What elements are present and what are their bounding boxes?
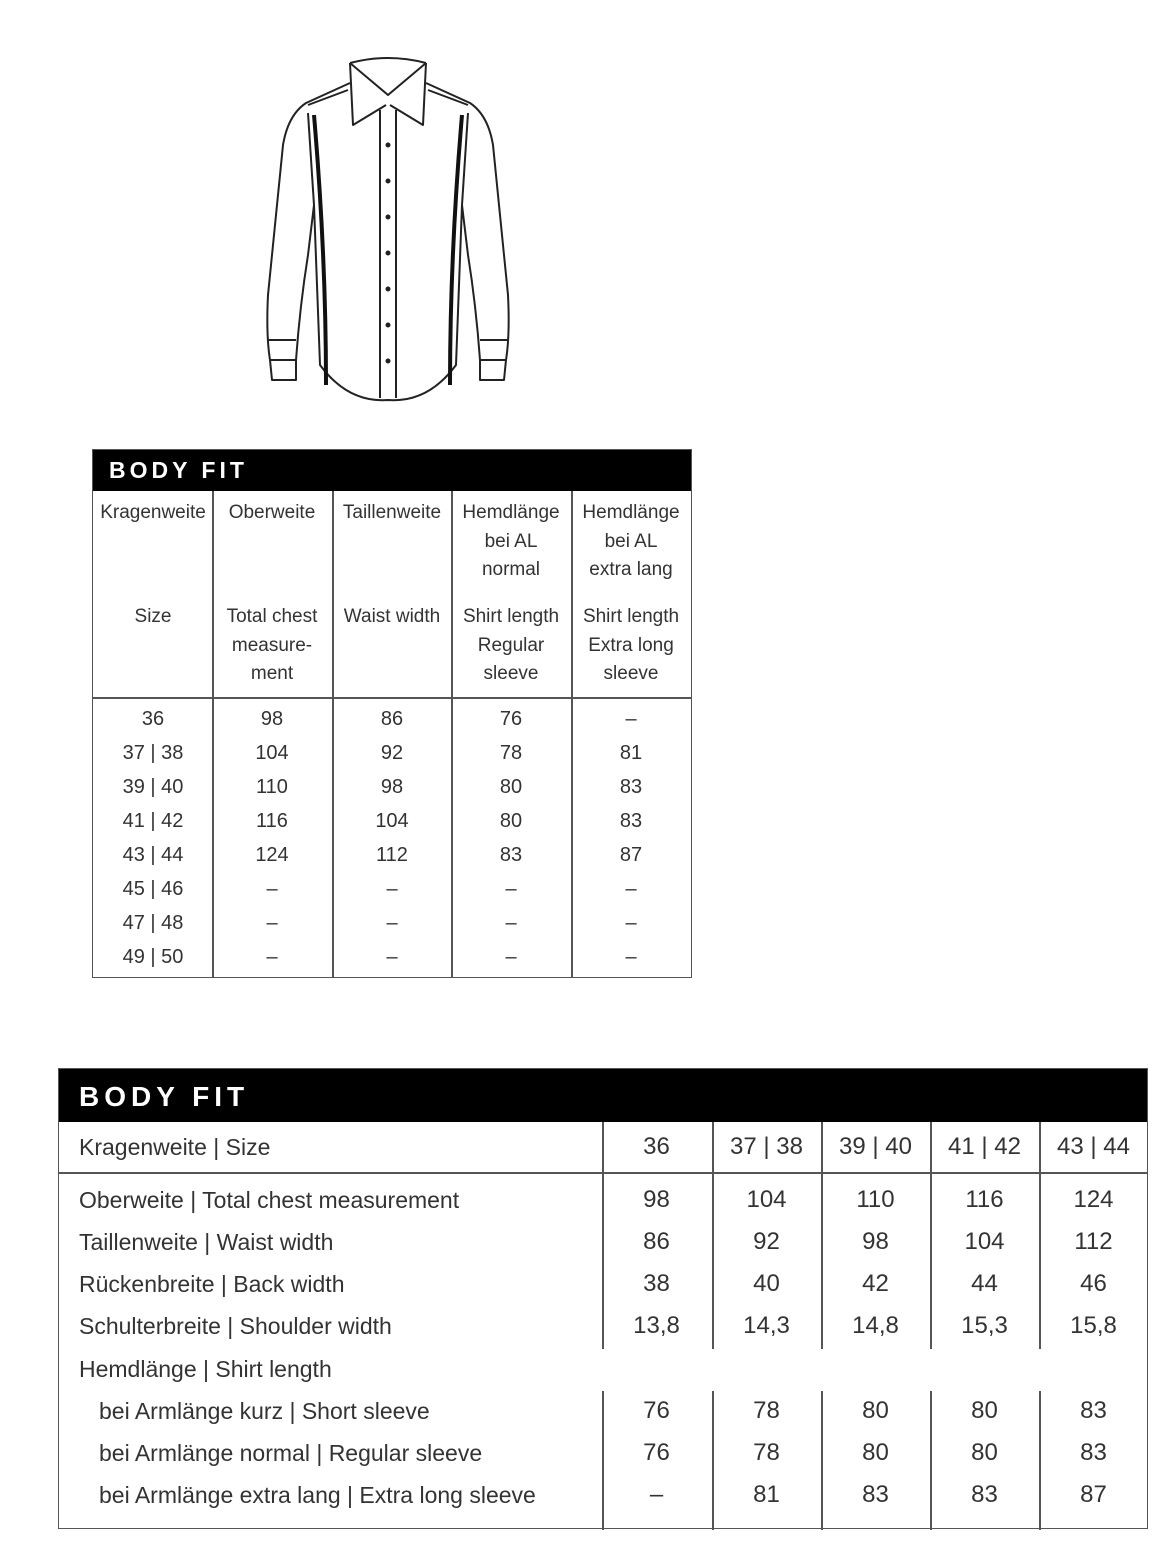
measurement-value: 116	[965, 1186, 1004, 1213]
measurement-value: 110	[856, 1186, 895, 1213]
value-cell: 81	[619, 742, 643, 764]
shirt-length-value: 83	[1080, 1397, 1107, 1424]
size-cell: 37 | 38	[122, 742, 184, 764]
shirt-length-value: 83	[862, 1481, 889, 1508]
measurement-value: 42	[862, 1270, 889, 1297]
body-fit-table-horizontal	[58, 1068, 1148, 1529]
measurement-value: 104	[964, 1228, 1005, 1255]
size-header-cell: 41 | 42	[948, 1133, 1021, 1160]
value-cell: –	[625, 708, 637, 730]
value-cell: –	[386, 878, 398, 900]
value-cell: 83	[619, 810, 643, 832]
shirt-length-value: 83	[971, 1481, 998, 1508]
shirt-length-value: 78	[753, 1439, 780, 1466]
measurement-value: 14,8	[852, 1312, 899, 1339]
measurement-value: 15,8	[1070, 1312, 1117, 1339]
measurement-value: 38	[643, 1270, 670, 1297]
value-cell: –	[266, 912, 278, 934]
value-cell: 98	[380, 776, 404, 798]
size-header-cell: 43 | 44	[1057, 1133, 1130, 1160]
value-cell: –	[625, 946, 637, 968]
value-cell: 83	[499, 844, 523, 866]
table1-header-en: Shirt length Extra long sleeve	[582, 606, 680, 684]
value-cell: –	[505, 878, 517, 900]
value-cell: –	[505, 912, 517, 934]
table1-header-en: Total chest measure- ment	[226, 606, 318, 684]
shirt-length-value: 78	[753, 1397, 780, 1424]
measurement-value: 98	[643, 1186, 670, 1213]
measurement-label: Taillenweite | Waist width	[79, 1229, 334, 1255]
size-row-label: Kragenweite | Size	[79, 1134, 271, 1160]
value-cell: –	[266, 946, 278, 968]
measurement-value: 40	[753, 1270, 780, 1297]
measurement-value: 13,8	[633, 1312, 680, 1339]
measurement-value: 44	[971, 1270, 998, 1297]
table1-header-de: Kragenweite	[100, 502, 206, 523]
value-cell: 80	[499, 776, 523, 798]
value-cell: 76	[499, 708, 523, 730]
shirt-length-value: 76	[643, 1439, 670, 1466]
shirt-length-value: 81	[753, 1481, 780, 1508]
table1-header-en: Waist width	[343, 606, 441, 627]
value-cell: –	[386, 946, 398, 968]
measurement-value: 15,3	[961, 1312, 1008, 1339]
size-header-cell: 36	[643, 1133, 670, 1160]
measurement-value: 14,3	[743, 1312, 790, 1339]
size-cell: 41 | 42	[122, 810, 184, 832]
sleeve-length-label: bei Armlänge extra lang | Extra long sleeve	[99, 1482, 536, 1508]
shirt-length-value: 83	[1080, 1439, 1107, 1466]
table1-header-de: Hemdlänge bei AL extra lang	[582, 502, 680, 580]
size-header-cell: 39 | 40	[839, 1133, 912, 1160]
measurement-label: Rückenbreite | Back width	[79, 1271, 345, 1297]
size-header-cell: 37 | 38	[730, 1133, 803, 1160]
sleeve-length-label: bei Armlänge normal | Regular sleeve	[99, 1440, 483, 1466]
size-cell: 49 | 50	[122, 946, 184, 968]
size-cell: 43 | 44	[122, 844, 184, 866]
body-fit-table-vertical	[92, 449, 692, 978]
table1-header-en: Shirt length Regular sleeve	[462, 606, 560, 684]
measurement-label: Schulterbreite | Shoulder width	[79, 1313, 392, 1339]
shirt-illustration	[248, 55, 533, 410]
shirt-length-value: 80	[971, 1397, 998, 1424]
value-cell: –	[625, 878, 637, 900]
value-cell: 104	[375, 810, 409, 832]
value-cell: –	[625, 912, 637, 934]
size-cell: 36	[141, 708, 165, 730]
shirt-length-value: 87	[1080, 1481, 1107, 1508]
measurement-value: 98	[862, 1228, 889, 1255]
size-cell: 45 | 46	[122, 878, 184, 900]
shirt-length-value: 80	[862, 1397, 889, 1424]
measurement-value: 124	[1073, 1186, 1114, 1213]
shirt-length-value: –	[649, 1481, 664, 1508]
measurement-value: 86	[643, 1228, 670, 1255]
measurement-value: 112	[1074, 1228, 1113, 1255]
value-cell: 116	[256, 810, 288, 832]
value-cell: 92	[380, 742, 404, 764]
measurement-label: Oberweite | Total chest measurement	[79, 1187, 460, 1213]
value-cell: 124	[255, 844, 289, 866]
table2-title: BODY FIT	[59, 1069, 1147, 1122]
shirt-length-value: 76	[643, 1397, 670, 1424]
measurement-value: 46	[1080, 1270, 1107, 1297]
table1-title: BODY FIT	[93, 450, 691, 491]
value-cell: 78	[499, 742, 523, 764]
value-cell: –	[505, 946, 517, 968]
value-cell: –	[266, 878, 278, 900]
size-cell: 47 | 48	[122, 912, 184, 934]
measurement-value: 92	[753, 1228, 780, 1255]
shirt-length-value: 80	[862, 1439, 889, 1466]
measurement-value: 104	[746, 1186, 787, 1213]
size-cell: 39 | 40	[122, 776, 184, 798]
value-cell: 110	[256, 776, 288, 798]
value-cell: 86	[380, 708, 404, 730]
value-cell: –	[386, 912, 398, 934]
value-cell: 98	[260, 708, 284, 730]
shirt-length-group-label: Hemdlänge | Shirt length	[79, 1356, 332, 1382]
value-cell: 80	[499, 810, 523, 832]
table1-header-de: Hemdlänge bei AL normal	[462, 502, 560, 580]
shirt-length-value: 80	[971, 1439, 998, 1466]
table1-header-de: Oberweite	[228, 502, 316, 523]
value-cell: 112	[376, 844, 408, 866]
value-cell: 83	[619, 776, 643, 798]
value-cell: 87	[619, 844, 643, 866]
table1-header-de: Taillenweite	[342, 502, 442, 523]
table1-header-en: Size	[134, 606, 172, 627]
sleeve-length-label: bei Armlänge kurz | Short sleeve	[99, 1398, 430, 1424]
value-cell: 104	[255, 742, 289, 764]
